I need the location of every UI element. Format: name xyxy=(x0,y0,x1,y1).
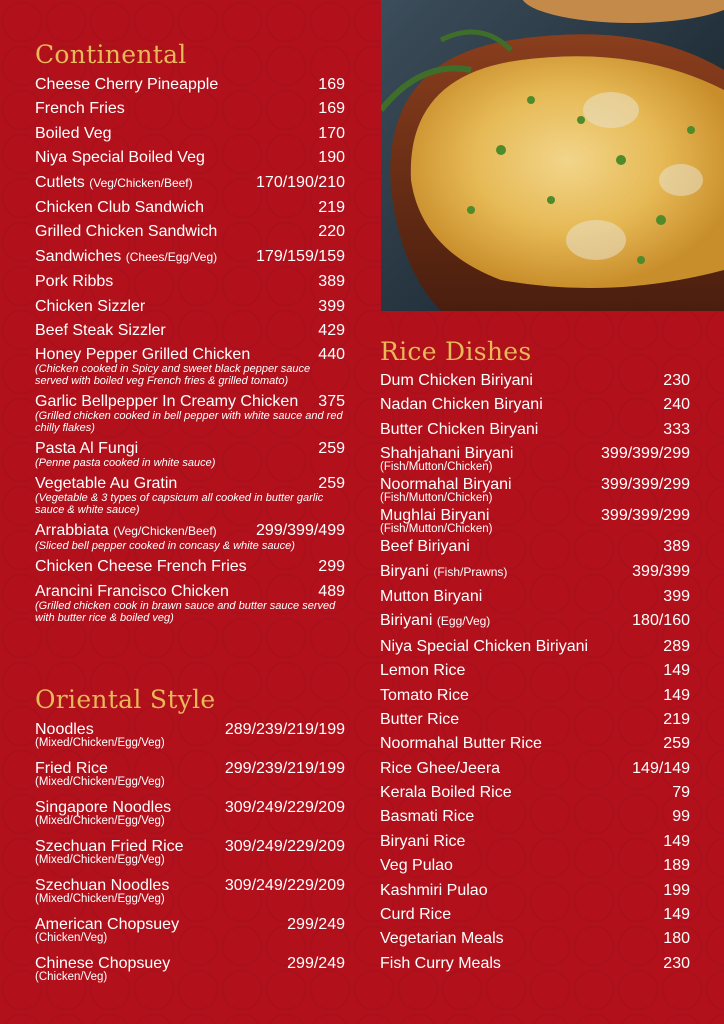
menu-item xyxy=(380,444,690,473)
menu-item xyxy=(35,954,345,993)
menu-item-row xyxy=(380,637,690,656)
menu-item-description: (Penne pasta cooked in white sauce) xyxy=(35,457,216,470)
menu-item-label xyxy=(380,905,451,924)
menu-item-row xyxy=(35,148,345,167)
menu-item-price: 289 xyxy=(663,637,690,655)
menu-item-row xyxy=(380,881,690,900)
menu-item xyxy=(380,587,690,606)
menu-item xyxy=(35,521,345,552)
menu-item-options: (Fish/Mutton/Chicken) xyxy=(380,461,493,474)
menu-item xyxy=(35,720,345,759)
menu-item-label xyxy=(380,832,465,851)
menu-item-label xyxy=(380,734,542,753)
menu-item-name: Lemon Rice xyxy=(380,662,466,680)
menu-item-label xyxy=(35,247,217,267)
menu-item-label xyxy=(380,759,500,778)
menu-item-label xyxy=(380,710,459,729)
menu-item-name: Arancini Francisco Chicken xyxy=(35,582,229,600)
menu-item-name: Szechuan Fried Rice xyxy=(35,838,184,855)
menu-item-name: Noodles xyxy=(35,721,94,738)
menu-item-row xyxy=(380,537,690,556)
menu-item xyxy=(35,222,345,241)
menu-item xyxy=(35,173,345,193)
menu-item-row xyxy=(35,392,345,411)
menu-item-variants: (Egg/Veg) xyxy=(436,614,491,629)
menu-item-name: Singapore Noodles xyxy=(35,799,172,816)
menu-item-label xyxy=(35,222,217,241)
menu-item-description: (Chicken cooked in Spicy and sweet black pepper sauce served with boiled veg French fries & grilled tomato) xyxy=(35,363,311,388)
menu-item xyxy=(35,474,345,516)
menu-item-name: Cutlets xyxy=(35,173,85,191)
menu-item-label xyxy=(380,686,469,705)
menu-item-row xyxy=(380,661,690,680)
menu-item-row xyxy=(35,297,345,316)
menu-item-label xyxy=(35,439,138,458)
menu-item-name: Grilled Chicken Sandwich xyxy=(35,223,218,241)
menu-item xyxy=(380,637,690,656)
menu-item-label xyxy=(35,345,250,364)
menu-item-row xyxy=(380,905,690,924)
menu-item-row xyxy=(35,474,345,493)
menu-item-options: (Fish/Mutton/Chicken) xyxy=(380,523,493,536)
menu-item-label xyxy=(380,807,474,826)
menu-item-name: Veg Pulao xyxy=(380,857,453,875)
menu-item-description: (Grilled chicken cook in brawn sauce and butter sauce served with butter rice & boiled veg) xyxy=(35,599,336,624)
menu-item-options: (Fish/Mutton/Chicken) xyxy=(380,492,493,505)
rice-heading: Rice Dishes xyxy=(380,337,532,366)
menu-item xyxy=(380,905,690,924)
menu-item xyxy=(380,506,690,535)
menu-item-name: Beef Steak Sizzler xyxy=(35,321,166,339)
menu-item-row xyxy=(35,99,345,118)
menu-item-row xyxy=(380,686,690,705)
menu-item-price: 259 xyxy=(318,475,345,493)
menu-item-price: 169 xyxy=(318,100,345,118)
menu-item-label xyxy=(380,420,538,439)
menu-item-price: 429 xyxy=(318,321,345,339)
menu-item-name: Rice Ghee/Jeera xyxy=(380,759,501,777)
menu-item-price: 230 xyxy=(663,954,690,972)
menu-item xyxy=(380,954,690,973)
menu-item xyxy=(380,562,690,582)
menu-item-name: Dum Chicken Biriyani xyxy=(380,372,533,389)
menu-item xyxy=(35,759,345,798)
menu-item xyxy=(35,198,345,217)
menu-item-label xyxy=(380,587,482,606)
menu-item-name: Mutton Biryani xyxy=(380,587,483,605)
menu-item-name: French Fries xyxy=(35,100,125,118)
menu-item xyxy=(35,582,345,624)
menu-item xyxy=(380,929,690,948)
menu-item-price: 199 xyxy=(663,881,690,899)
menu-item-name: Basmati Rice xyxy=(380,808,475,826)
menu-item xyxy=(35,148,345,167)
menu-item-price: 309/249/229/209 xyxy=(224,799,345,816)
oriental-menu-list xyxy=(35,720,345,993)
menu-item xyxy=(380,856,690,875)
menu-item-row xyxy=(380,734,690,753)
menu-item-label xyxy=(380,371,533,390)
menu-item-label xyxy=(380,611,490,631)
menu-item xyxy=(380,611,690,631)
menu-item-name: Noormahal Butter Rice xyxy=(380,735,542,753)
menu-item-price: 259 xyxy=(663,735,690,753)
menu-item xyxy=(35,247,345,267)
menu-item-name: Butter Rice xyxy=(380,710,460,728)
menu-item-row xyxy=(35,247,345,267)
rice-menu-list xyxy=(380,371,690,978)
menu-item-name: Fried Rice xyxy=(35,760,108,777)
continental-menu-list xyxy=(35,75,345,629)
menu-item-label xyxy=(380,537,470,556)
menu-item-row xyxy=(380,783,690,802)
menu-item xyxy=(380,537,690,556)
menu-item-name: Biryani Rice xyxy=(380,832,466,850)
menu-item-price: 299/249 xyxy=(287,955,345,972)
menu-item xyxy=(380,371,690,390)
menu-item xyxy=(35,321,345,340)
menu-item-price: 289/239/219/199 xyxy=(224,721,345,738)
menu-item-price: 149 xyxy=(663,686,690,704)
menu-item-row xyxy=(35,198,345,217)
menu-item xyxy=(380,734,690,753)
menu-item-name: Cheese Cherry Pineapple xyxy=(35,76,219,93)
menu-item xyxy=(35,915,345,954)
menu-item-row xyxy=(380,420,690,439)
menu-item-price: 179/159/159 xyxy=(256,247,345,265)
menu-item-options: (Mixed/Chicken/Egg/Veg) xyxy=(35,893,165,905)
menu-item xyxy=(380,881,690,900)
menu-item-label xyxy=(380,783,512,802)
biryani-dish-image xyxy=(381,0,724,311)
menu-item-price: 219 xyxy=(663,710,690,728)
menu-item-row xyxy=(35,582,345,601)
menu-item-row xyxy=(35,272,345,291)
menu-item-row xyxy=(35,75,345,94)
menu-item-name: Pork Ribbs xyxy=(35,273,114,291)
menu-item-price: 240 xyxy=(663,396,690,414)
menu-item-options: (Mixed/Chicken/Egg/Veg) xyxy=(35,815,165,827)
menu-item xyxy=(380,661,690,680)
menu-item-options: (Chicken/Veg) xyxy=(35,971,108,983)
menu-item-row xyxy=(380,832,690,851)
menu-item xyxy=(35,557,345,576)
menu-item-label xyxy=(35,321,166,340)
menu-item-label xyxy=(35,198,204,217)
menu-item-options: (Chicken/Veg) xyxy=(35,932,108,944)
menu-item-price: 180 xyxy=(663,930,690,948)
menu-item-name: Chicken Cheese French Fries xyxy=(35,558,247,576)
menu-item xyxy=(35,345,345,387)
menu-item-name: Szechuan Noodles xyxy=(35,877,170,894)
menu-item-price: 440 xyxy=(318,346,345,364)
menu-item-label xyxy=(380,562,507,582)
menu-item-name: Boiled Veg xyxy=(35,124,112,142)
menu-item-label xyxy=(380,661,465,680)
menu-item-price: 259 xyxy=(318,440,345,458)
menu-item xyxy=(380,395,690,414)
menu-item xyxy=(380,475,690,504)
menu-item-row xyxy=(380,562,690,582)
menu-item-price: 389 xyxy=(663,538,690,556)
menu-item-name: Kashmiri Pulao xyxy=(380,881,488,899)
menu-item-name: Beef Biriyani xyxy=(380,538,470,556)
menu-item-price: 399/399/299 xyxy=(601,476,690,494)
menu-item-row xyxy=(380,807,690,826)
menu-item-row xyxy=(380,371,690,390)
menu-item-price: 230 xyxy=(663,372,690,389)
menu-item-price: 309/249/229/209 xyxy=(224,838,345,855)
menu-item-row xyxy=(380,759,690,778)
menu-item-name: Sandwiches xyxy=(35,247,122,265)
menu-item-price: 190 xyxy=(318,149,345,167)
menu-item-price: 399 xyxy=(663,587,690,605)
menu-item-name: Vegetarian Meals xyxy=(380,930,504,948)
menu-item-variants: (Veg/Chicken/Beef) xyxy=(89,175,193,190)
menu-item-row xyxy=(380,954,690,973)
menu-item-row xyxy=(35,521,345,541)
menu-item-description: (Grilled chicken cooked in bell pepper with white sauce and red chilly flakes) xyxy=(35,410,343,435)
menu-item-options: (Mixed/Chicken/Egg/Veg) xyxy=(35,776,165,788)
menu-item xyxy=(35,297,345,316)
menu-item-price: 299/239/219/199 xyxy=(224,760,345,777)
menu-item-label xyxy=(35,297,145,316)
menu-item-options: (Mixed/Chicken/Egg/Veg) xyxy=(35,854,165,866)
menu-item-label xyxy=(380,929,504,948)
oriental-heading: Oriental Style xyxy=(35,685,216,714)
menu-item-price: 189 xyxy=(663,857,690,875)
menu-item-price: 333 xyxy=(663,420,690,438)
menu-item-price: 79 xyxy=(672,784,690,802)
menu-item-row xyxy=(35,124,345,143)
menu-item-name: Vegetable Au Gratin xyxy=(35,475,178,493)
menu-item-price: 399 xyxy=(318,297,345,315)
menu-item-row xyxy=(380,856,690,875)
menu-item-label xyxy=(35,474,177,493)
menu-item-row xyxy=(380,611,690,631)
menu-item-price: 389 xyxy=(318,273,345,291)
menu-item-row xyxy=(35,173,345,193)
menu-item-label xyxy=(380,395,543,414)
menu-item-row xyxy=(35,439,345,458)
menu-item-label xyxy=(380,856,453,875)
menu-item-price: 219 xyxy=(318,198,345,216)
menu-item-name: Chicken Sizzler xyxy=(35,297,146,315)
menu-item xyxy=(35,272,345,291)
menu-item-options: (Mixed/Chicken/Egg/Veg) xyxy=(35,737,165,749)
menu-item-name: Chicken Club Sandwich xyxy=(35,198,204,216)
menu-item-description: (Vegetable & 3 types of capsicum all cooked in butter garlic sauce & white sauce) xyxy=(35,492,324,517)
menu-item xyxy=(380,832,690,851)
menu-item-name: Honey Pepper Grilled Chicken xyxy=(35,346,251,364)
menu-item-row xyxy=(380,587,690,606)
menu-item-description: (Sliced bell pepper cooked in concasy & white sauce) xyxy=(35,540,295,553)
menu-item xyxy=(380,420,690,439)
menu-item xyxy=(35,99,345,118)
menu-item-price: 180/160 xyxy=(632,612,690,630)
menu-item-name: Biryani xyxy=(380,562,429,580)
menu-item-name: Butter Chicken Biryani xyxy=(380,420,539,438)
menu-item-price: 299 xyxy=(318,558,345,576)
menu-item-price: 149 xyxy=(663,832,690,850)
menu-item-name: Kerala Boiled Rice xyxy=(380,784,512,802)
menu-item-label xyxy=(35,392,298,411)
menu-item-price: 399/399 xyxy=(632,562,690,580)
menu-item-price: 149/149 xyxy=(632,759,690,777)
menu-item-name: Chinese Chopsuey xyxy=(35,955,171,972)
menu-item-row xyxy=(35,222,345,241)
menu-item xyxy=(35,75,345,94)
menu-item-price: 299/399/499 xyxy=(256,522,345,540)
menu-item-label xyxy=(35,557,247,576)
menu-item-price: 399/399/299 xyxy=(601,507,690,525)
menu-item xyxy=(380,783,690,802)
menu-item-row xyxy=(380,929,690,948)
menu-item-label xyxy=(380,637,588,656)
menu-item-price: 149 xyxy=(663,906,690,924)
menu-item xyxy=(380,686,690,705)
menu-item-name: Niya Special Chicken Biriyani xyxy=(380,637,589,655)
menu-item xyxy=(380,807,690,826)
menu-item-variants: (Veg/Chicken/Beef) xyxy=(113,524,217,539)
menu-item-price: 299/249 xyxy=(287,916,345,933)
menu-item-variants: (Chees/Egg/Veg) xyxy=(125,249,218,264)
menu-item-price: 220 xyxy=(318,223,345,241)
menu-item-price: 309/249/229/209 xyxy=(224,877,345,894)
menu-item xyxy=(35,124,345,143)
menu-item-row xyxy=(380,710,690,729)
menu-item-label xyxy=(35,148,205,167)
menu-item xyxy=(35,798,345,837)
menu-item-name: Noormahal Biryani xyxy=(380,476,512,494)
menu-item-name: American Chopsuey xyxy=(35,916,180,933)
menu-item-name: Arrabbiata xyxy=(35,522,109,540)
menu-item-price: 375 xyxy=(318,393,345,411)
menu-item-label xyxy=(35,582,229,601)
menu-item-label xyxy=(380,954,501,973)
menu-item-label xyxy=(380,881,488,900)
menu-item-price: 170/190/210 xyxy=(256,173,345,191)
menu-item-price: 169 xyxy=(318,76,345,93)
menu-item xyxy=(35,837,345,876)
menu-item-variants: (Fish/Prawns) xyxy=(433,564,508,579)
menu-item-price: 170 xyxy=(318,124,345,142)
menu-item-name: Mughlai Biryani xyxy=(380,507,490,525)
menu-item-name: Shahjahani Biryani xyxy=(380,445,514,463)
menu-item-name: Biriyani xyxy=(380,612,433,630)
menu-item-name: Niya Special Boiled Veg xyxy=(35,149,205,167)
menu-item-price: 399/399/299 xyxy=(601,445,690,463)
menu-item xyxy=(380,759,690,778)
menu-item xyxy=(35,392,345,434)
menu-item-label xyxy=(35,124,112,143)
menu-item-row xyxy=(35,345,345,364)
menu-item-name: Curd Rice xyxy=(380,906,452,924)
menu-item xyxy=(380,710,690,729)
menu-item-label xyxy=(35,99,125,118)
menu-item-label xyxy=(35,75,218,94)
menu-item-row xyxy=(35,321,345,340)
menu-item-name: Nadan Chicken Biryani xyxy=(380,396,543,414)
menu-item-label xyxy=(35,272,113,291)
menu-item-name: Fish Curry Meals xyxy=(380,954,501,972)
menu-item-price: 149 xyxy=(663,662,690,680)
menu-item-row xyxy=(380,395,690,414)
menu-item-label xyxy=(35,521,217,541)
continental-heading: Continental xyxy=(35,40,187,69)
menu-item xyxy=(35,439,345,469)
menu-item-name: Tomato Rice xyxy=(380,686,469,704)
menu-item-row xyxy=(35,557,345,576)
menu-item-price: 489 xyxy=(318,582,345,600)
biryani-photo xyxy=(381,0,724,311)
menu-item-label xyxy=(35,173,193,193)
menu-item-price: 99 xyxy=(672,808,690,826)
menu-item-name: Garlic Bellpepper In Creamy Chicken xyxy=(35,393,299,411)
menu-item xyxy=(35,876,345,915)
menu-item-name: Pasta Al Fungi xyxy=(35,440,139,458)
